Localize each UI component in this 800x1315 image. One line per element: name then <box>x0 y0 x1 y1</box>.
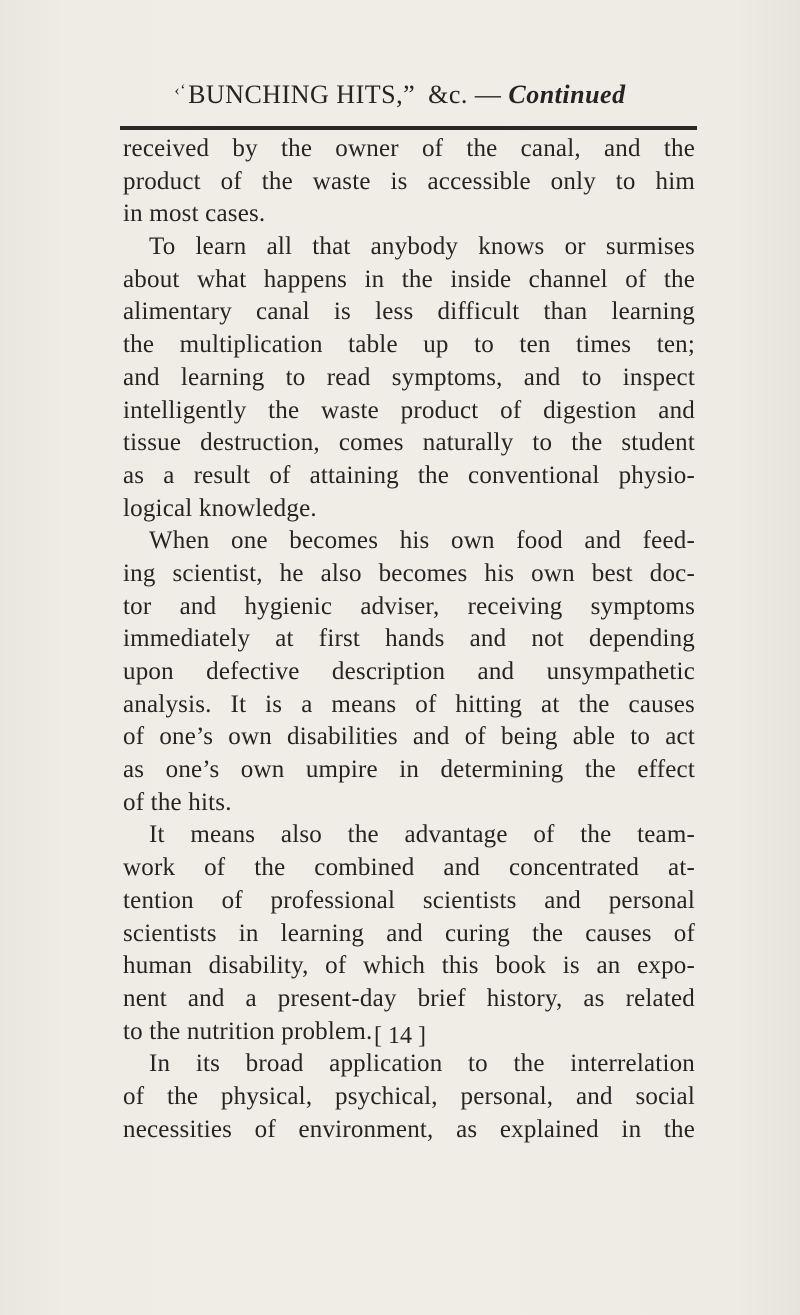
text-line: work of the combined and concentrated at- <box>123 854 695 882</box>
running-head-mark: ‹‘ <box>174 82 187 99</box>
text-line: necessities of environment, as explained in the <box>123 1115 695 1143</box>
text-line: of one’s own disabilities and of being able to act <box>123 723 695 751</box>
text-line: In its broad application to the interrelation <box>149 1050 695 1078</box>
text-line: When one becomes his own food and feed- <box>149 527 695 555</box>
text-line: tissue destruction, comes naturally to the student <box>123 429 695 457</box>
text-line: intelligently the waste product of digestion and <box>123 396 695 424</box>
running-head-continued: Continued <box>508 80 626 109</box>
text-line: in most cases. <box>123 200 266 228</box>
text-line: of the hits. <box>123 788 232 816</box>
text-line: analysis. It is a means of hitting at the causes <box>123 690 695 718</box>
text-line: and learning to read symptoms, and to inspect <box>123 363 695 391</box>
running-head-etc: &c. — <box>428 80 502 109</box>
text-line: product of the waste is accessible only to him <box>123 167 695 195</box>
text-line: It means also the advantage of the team- <box>149 821 695 849</box>
text-line: To learn all that anybody knows or surmises <box>149 233 695 261</box>
text-line: human disability, of which this book is an expo- <box>123 952 695 980</box>
text-line: the multiplication table up to ten times ten; <box>123 331 695 359</box>
text-line: immediately at first hands and not depending <box>123 625 695 653</box>
text-line: logical knowledge. <box>123 494 317 522</box>
text-line: ing scientist, he also becomes his own best doc- <box>123 559 695 587</box>
text-line: scientists in learning and curing the causes of <box>123 919 695 947</box>
text-line: tor and hygienic adviser, receiving symptoms <box>123 592 695 620</box>
text-line: received by the owner of the canal, and the <box>123 135 695 162</box>
text-line: upon defective description and unsympathetic <box>123 658 695 685</box>
text-line: alimentary canal is less difficult than learning <box>123 298 695 326</box>
header-rule <box>120 126 697 130</box>
text-line: of the physical, psychical, personal, and social <box>123 1082 695 1110</box>
body-text <box>123 133 695 1146</box>
text-line: as one’s own umpire in determining the effect <box>123 756 695 784</box>
running-head <box>0 80 800 110</box>
page-number: [ 14 ] <box>374 1023 426 1049</box>
text-line: nent and a present-day brief history, as related <box>123 984 695 1012</box>
text-line: to the nutrition problem. <box>123 1017 373 1045</box>
text-line: tention of professional scientists and personal <box>123 886 695 914</box>
running-head-title: BUNCHING HITS,” <box>188 80 416 109</box>
text-line: as a result of attaining the conventional physio- <box>123 461 695 489</box>
text-line: about what happens in the inside channel of the <box>123 265 695 293</box>
